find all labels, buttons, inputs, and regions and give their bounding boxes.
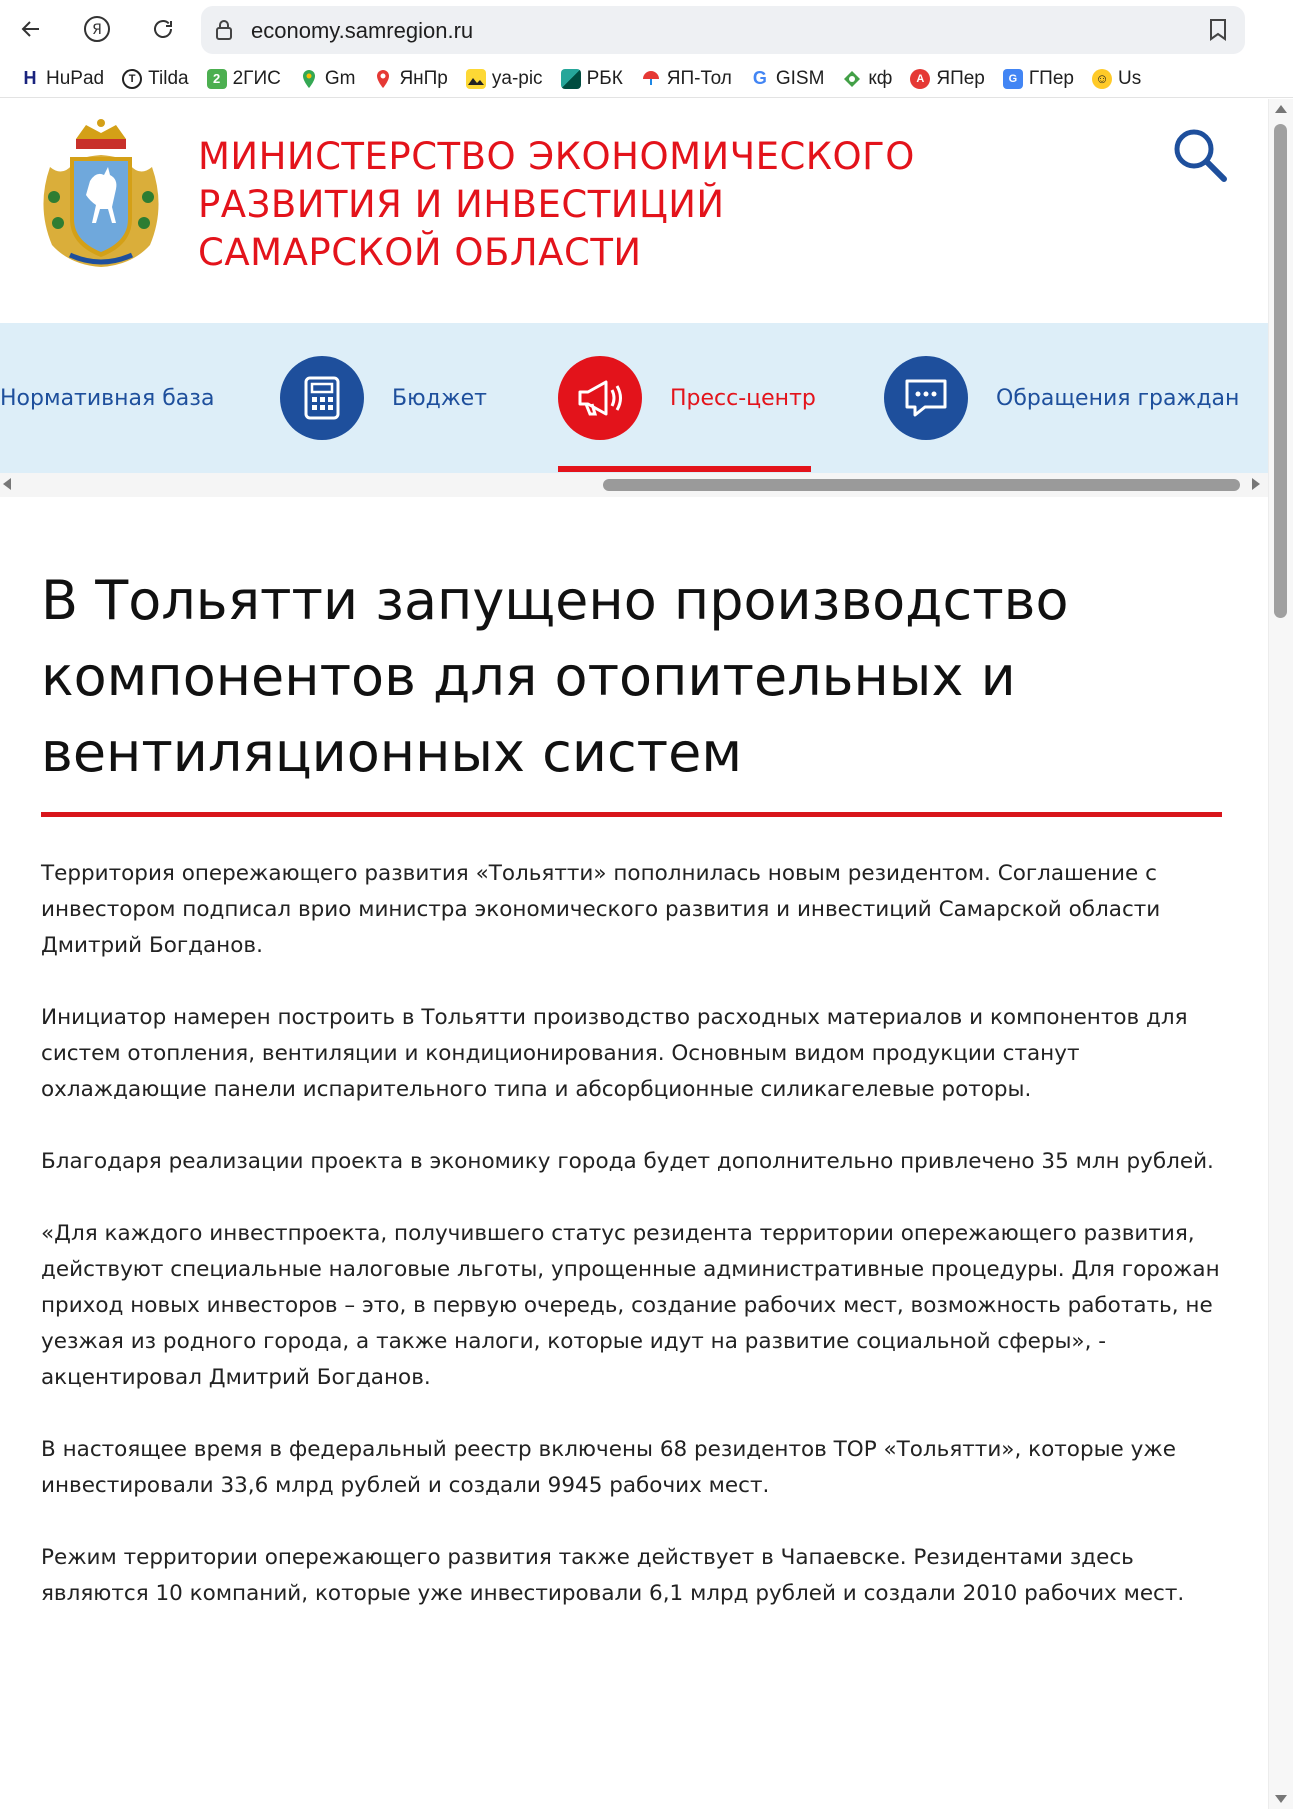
bookmark-label: ЯП-Тол — [666, 67, 732, 89]
bookmark-label: Gm — [324, 67, 356, 89]
horizontal-scrollbar[interactable] — [0, 473, 1268, 497]
bookmark-ya-pic[interactable] — [466, 68, 543, 90]
bookmark-gm[interactable] — [299, 68, 356, 90]
article-paragraph: В настоящее время в федеральный реестр включены 68 резидентов ТОР «Тольятти», которые уже инвестировали 33,6 млрд рублей и создали 9945 рабочих мест. — [41, 1437, 1176, 1498]
bookmark-kf[interactable] — [842, 68, 892, 90]
us-icon: ☺ — [1092, 69, 1112, 89]
horizontal-scroll-thumb[interactable] — [603, 479, 1240, 491]
bookmark-label: 2ГИС — [232, 67, 281, 89]
2gis-icon: 2 — [207, 69, 227, 89]
menu-label: Бюджет — [392, 385, 487, 411]
bookmark-rbk[interactable] — [561, 68, 623, 90]
google-g-icon: G — [752, 68, 767, 88]
reload-icon[interactable] — [146, 12, 180, 46]
bookmark-gper[interactable] — [1003, 68, 1074, 90]
bookmark-label: РБК — [586, 67, 623, 89]
article-paragraph: Инициатор намерен построить в Тольятти производство расходных материалов и компонентов для систем отопления, вентиляции и кондиционирования. Основным видом продукции станут охлаждающие панели испарительного типа и абсорбционные силикагелевые роторы. — [41, 1005, 1188, 1102]
bookmark-label: HuPad — [46, 67, 105, 89]
bookmark-label: GISM — [775, 67, 825, 89]
article-paragraph: «Для каждого инвестпроекта, получившего статус резидента территории опережающего развития, действуют специальные налоговые льготы, упрощенные административные процедуры. Для горожан приход новых инвесторов – это, в первую очередь, создание рабочих мест, возможность работать, не уезжая из родного города, а также налоги, которые идут на развитие социальной сферы», - акцентировал Дмитрий Богданов. — [41, 1221, 1220, 1390]
chat-icon — [884, 356, 968, 440]
bookmark-tilda[interactable] — [122, 68, 188, 90]
article-paragraph: Территория опережающего развития «Тольятти» пополнилась новым резидентом. Соглашение с инвестором подписал врио министра экономического развития и инвестиций Самарской области Дмитрий Богданов. — [41, 861, 1161, 958]
bookmark-yaper[interactable] — [910, 68, 985, 90]
ministry-line-3: САМАРСКОЙ ОБЛАСТИ — [198, 231, 642, 274]
yandex-icon[interactable] — [80, 12, 114, 46]
vertical-scroll-thumb[interactable] — [1274, 124, 1287, 618]
coat-of-arms-logo[interactable] — [30, 117, 172, 271]
ya-pic-icon — [466, 69, 486, 89]
search-icon[interactable] — [1170, 125, 1230, 185]
bookmark-yap-tol[interactable] — [641, 68, 732, 90]
menu-label: Нормативная база — [0, 385, 215, 411]
back-icon[interactable] — [14, 12, 48, 46]
scroll-up-arrow-icon[interactable] — [1275, 105, 1287, 113]
umbrella-icon — [641, 69, 661, 89]
menu-label: Обращения граждан — [996, 385, 1240, 411]
menu-item-citizen-appeals[interactable] — [884, 323, 1239, 473]
bookmark-label: кф — [868, 67, 893, 89]
browser-toolbar — [0, 0, 1293, 60]
vertical-scrollbar[interactable] — [1268, 99, 1293, 1809]
svg-text:Я: Я — [92, 22, 102, 38]
bookmark-label: ГПер — [1028, 67, 1074, 89]
maps-pin-icon — [299, 69, 319, 89]
rbk-icon — [561, 69, 581, 89]
article-title: В Тольятти запущено производство компонентов для отопительных и вентиляционных систем — [41, 569, 1069, 784]
menu-item-budget[interactable] — [280, 323, 487, 473]
menu-item-press-center[interactable] — [558, 323, 816, 473]
pin-icon — [373, 69, 393, 89]
ministry-name[interactable] — [198, 133, 915, 277]
bookmark-us[interactable] — [1092, 68, 1141, 90]
title-divider — [41, 812, 1222, 817]
scroll-left-arrow-icon[interactable] — [3, 478, 11, 490]
bookmark-label: ЯПер — [936, 67, 985, 89]
translate-icon: A — [910, 69, 930, 89]
megaphone-icon — [558, 356, 642, 440]
section-menu — [0, 323, 1268, 473]
bookmark-icon[interactable] — [1209, 18, 1227, 46]
kf-icon — [842, 69, 862, 89]
ministry-line-2: РАЗВИТИЯ И ИНВЕСТИЦИЙ — [198, 183, 725, 226]
ministry-line-1: МИНИСТЕРСТВО ЭКОНОМИЧЕСКОГО — [198, 135, 915, 178]
bookmark-label: ЯнПр — [399, 67, 448, 89]
bookmark-label: ya-pic — [491, 67, 543, 89]
bookmark-hupad[interactable] — [20, 68, 104, 90]
bookmark-yanpr[interactable] — [373, 68, 447, 90]
bookmark-2gis[interactable] — [207, 68, 281, 90]
scroll-right-arrow-icon[interactable] — [1252, 478, 1260, 490]
menu-item-normative-base[interactable] — [0, 323, 214, 473]
article-paragraph: Благодаря реализации проекта в экономику города будет дополнительно привлечено 35 млн рублей. — [41, 1149, 1214, 1174]
site-header — [0, 99, 1268, 323]
active-tab-indicator — [558, 466, 811, 472]
menu-label: Пресс-центр — [670, 385, 816, 411]
bookmark-label: Tilda — [148, 67, 189, 89]
address-bar[interactable] — [201, 6, 1245, 54]
calculator-icon — [280, 356, 364, 440]
hupad-icon: H — [23, 68, 37, 88]
url-text: economy.samregion.ru — [251, 18, 474, 43]
article-paragraph: Режим территории опережающего развития также действует в Чапаевске. Резидентами здесь являются 10 компаний, которые уже инвестировали 6,1 млрд рублей и создали 2010 рабочих мест. — [41, 1545, 1185, 1606]
scroll-down-arrow-icon[interactable] — [1275, 1795, 1287, 1803]
bookmark-gism[interactable] — [750, 68, 825, 90]
google-translate-icon: G — [1003, 69, 1023, 89]
article-body — [41, 856, 1241, 1648]
bookmark-label: Us — [1117, 67, 1142, 89]
bookmarks-bar — [0, 60, 1293, 98]
page-viewport — [0, 99, 1293, 1809]
lock-icon — [215, 19, 233, 45]
tilda-icon: T — [122, 69, 142, 89]
